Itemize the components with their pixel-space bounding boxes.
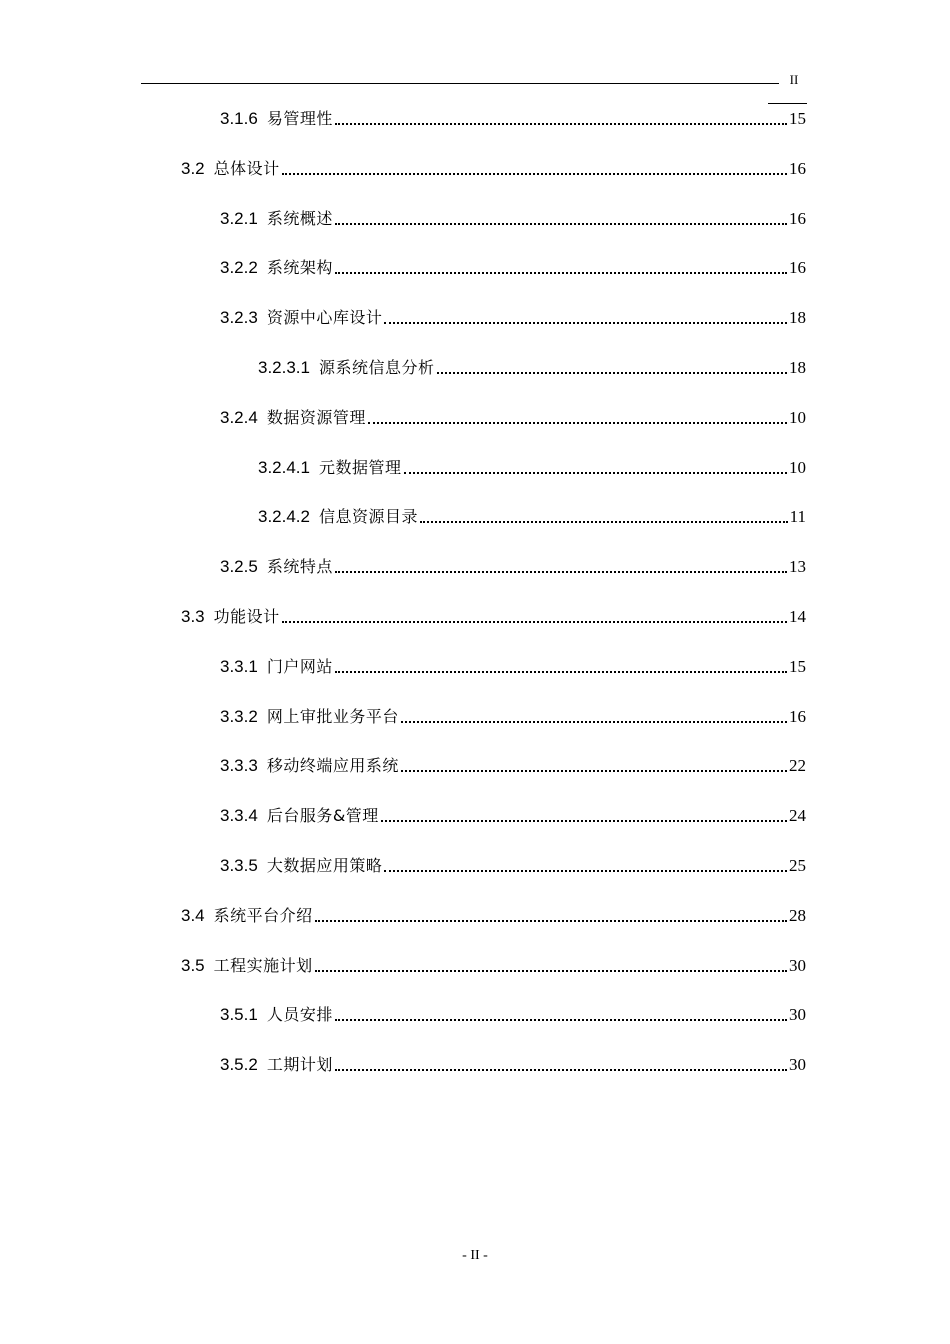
toc-entry-number: 3.2.2	[220, 258, 258, 277]
toc-entry[interactable]	[181, 901, 806, 927]
toc-entry-number: 3.1.6	[220, 109, 258, 128]
toc-entry-title: 系统特点	[266, 557, 333, 576]
toc-entry-number: 3.2.4	[220, 408, 258, 427]
toc-entry-title: 总体设计	[213, 159, 280, 178]
toc-entry-title: 工程实施计划	[213, 956, 313, 975]
toc-entry-title: 功能设计	[213, 607, 280, 626]
toc-entry-number: 3.3.5	[220, 856, 258, 875]
toc-entry[interactable]	[220, 1050, 806, 1076]
toc-entry[interactable]	[181, 602, 806, 628]
toc-entry-number: 3.5	[181, 956, 205, 975]
toc-entry-page: 25	[789, 856, 806, 875]
toc-entry[interactable]	[181, 154, 806, 180]
toc-entry-page: 16	[789, 159, 806, 178]
toc-dot-leader	[282, 173, 787, 175]
toc-dot-leader	[315, 970, 787, 972]
toc-entry-page: 10	[789, 408, 806, 427]
toc-entry-number: 3.5.1	[220, 1005, 258, 1024]
toc-entry-title: 系统概述	[266, 209, 333, 228]
toc-entry-number: 3.4	[181, 906, 205, 925]
toc-entry-page: 18	[789, 308, 806, 327]
toc-entry-page: 30	[789, 956, 806, 975]
header-rule	[141, 83, 779, 84]
toc-entry-title: 系统架构	[266, 258, 333, 277]
toc-entry[interactable]	[220, 104, 806, 130]
toc-entry-title: 元数据管理	[319, 458, 402, 477]
toc-entry-page: 24	[789, 806, 806, 825]
toc-entry-number: 3.3.4	[220, 806, 258, 825]
toc-entry-page: 10	[789, 458, 806, 477]
footer-page-number: - II -	[462, 1248, 488, 1263]
toc-entry-page: 15	[789, 109, 806, 128]
toc-entry-page: 16	[789, 258, 806, 277]
toc-entry[interactable]	[220, 403, 806, 429]
toc-dot-leader	[335, 1019, 787, 1021]
toc-entry[interactable]	[220, 552, 806, 578]
toc-dot-leader	[384, 322, 787, 324]
toc-entry-number: 3.2.3	[220, 308, 258, 327]
toc-dot-leader	[335, 223, 787, 225]
toc-entry-number: 3.2.1	[220, 209, 258, 228]
toc-entry[interactable]	[220, 204, 806, 230]
toc-entry-title: 资源中心库设计	[266, 308, 383, 327]
toc-entry-title: 源系统信息分析	[319, 358, 435, 377]
toc-dot-leader	[404, 472, 787, 474]
toc-entry-page: 13	[789, 557, 806, 576]
toc-entry-title: 系统平台介绍	[213, 906, 313, 925]
toc-entry-number: 3.2.3.1	[258, 358, 310, 377]
toc-entry-page: 28	[789, 906, 806, 925]
toc-entry-number: 3.2.5	[220, 557, 258, 576]
toc-dot-leader	[420, 521, 788, 523]
toc-entry-number: 3.5.2	[220, 1055, 258, 1074]
toc-dot-leader	[315, 920, 787, 922]
toc-entry[interactable]	[220, 1000, 806, 1026]
toc-entry-number: 3.3.2	[220, 707, 258, 726]
toc-entry[interactable]	[258, 353, 806, 379]
toc-entry-title: 门户网站	[266, 657, 333, 676]
toc-entry-page: 30	[789, 1055, 806, 1074]
toc-dot-leader	[335, 1069, 787, 1071]
toc-entry-title: 移动终端应用系统	[266, 756, 399, 775]
toc-entry-page: 16	[789, 209, 806, 228]
toc-entry[interactable]	[220, 851, 806, 877]
toc-dot-leader	[437, 372, 787, 374]
toc-entry-number: 3.2.4.1	[258, 458, 310, 477]
toc-dot-leader	[384, 870, 787, 872]
toc-entry-title: 人员安排	[266, 1005, 333, 1024]
toc-entry-title: 大数据应用策略	[266, 856, 383, 875]
toc-entry[interactable]	[220, 801, 806, 827]
toc-entry[interactable]	[220, 751, 806, 777]
toc-entry-page: 11	[789, 507, 806, 526]
toc-entry-title: 工期计划	[266, 1055, 333, 1074]
toc-entry[interactable]	[220, 303, 806, 329]
toc-entry[interactable]	[220, 702, 806, 728]
toc-dot-leader	[335, 272, 787, 274]
toc-entry-page: 14	[789, 607, 806, 626]
toc-entry[interactable]	[181, 951, 806, 977]
toc-dot-leader	[335, 571, 787, 573]
toc-entry-title: 后台服务&管理	[266, 806, 379, 825]
toc-entry-page: 30	[789, 1005, 806, 1024]
toc-dot-leader	[401, 770, 787, 772]
toc-entry[interactable]	[258, 502, 806, 528]
toc-entry-number: 3.2.4.2	[258, 507, 310, 526]
toc-entry[interactable]	[258, 453, 806, 479]
toc-entry-page: 16	[789, 707, 806, 726]
header-page-number: II	[789, 72, 799, 87]
toc-dot-leader	[401, 721, 787, 723]
toc-entry-page: 22	[789, 756, 806, 775]
toc-entry-title: 易管理性	[266, 109, 333, 128]
toc-entry-page: 18	[789, 358, 806, 377]
toc-entry-title: 网上审批业务平台	[266, 707, 399, 726]
toc-entry-title: 信息资源目录	[319, 507, 419, 526]
toc-dot-leader	[381, 820, 787, 822]
toc-dot-leader	[335, 671, 787, 673]
toc-entry[interactable]	[220, 652, 806, 678]
toc-entry-number: 3.2	[181, 159, 205, 178]
toc-entry-title: 数据资源管理	[266, 408, 366, 427]
toc-dot-leader	[335, 123, 787, 125]
toc-entry-number: 3.3	[181, 607, 205, 626]
toc-entry-page: 15	[789, 657, 806, 676]
toc-entry-number: 3.3.1	[220, 657, 258, 676]
toc-entry-number: 3.3.3	[220, 756, 258, 775]
toc-entry[interactable]	[220, 253, 806, 279]
toc-dot-leader	[282, 621, 787, 623]
toc-dot-leader	[368, 422, 787, 424]
